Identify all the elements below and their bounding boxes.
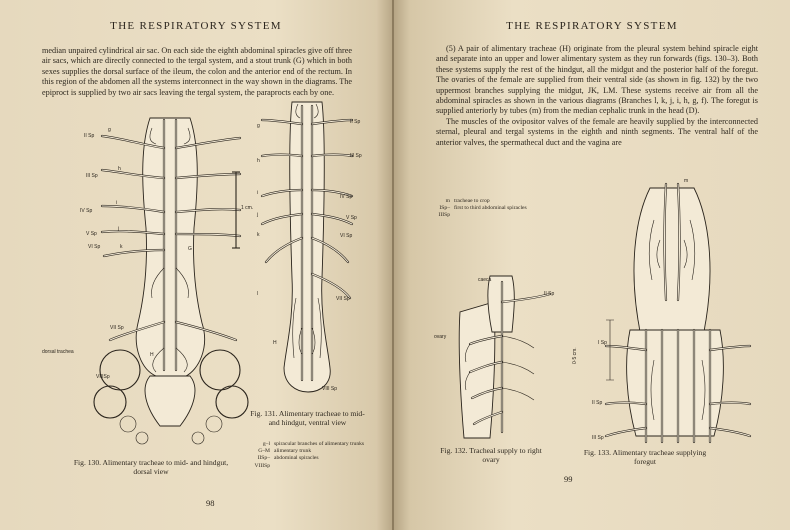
fig130-caption: Fig. 130. Alimentary tracheae to mid- and hindgut, dorsal view [73, 458, 229, 476]
fig130-label-VISp: VI Sp [88, 244, 101, 250]
fig131-caption: Fig. 131. Alimentary tracheae to mid- and hindgut, ventral view [250, 409, 365, 427]
fig131-label-k: k [257, 232, 260, 238]
fig130-label-VSp: V Sp [86, 231, 97, 237]
right-body-text [436, 44, 758, 148]
fig131-illustration [252, 98, 362, 398]
fig131-label-l: l [257, 291, 259, 297]
fig130-label-g: g [108, 127, 111, 133]
scale-label-1cm: 1 cm. [241, 205, 254, 211]
fig133-label-m: m [684, 178, 689, 184]
fig130-label-VIIISp: VIIISp [96, 374, 110, 380]
right-paragraph-1: (5) A pair of alimentary tracheae (H) originate from the pleural system behind spiracle eight and separate into an upper and lower alimentary system as they run forwards (figs. 130–3). Both these systems supply the rest of the hindgut, all the midgut and the posterior half of the foregut. The ovaries of the female are supplied from their ventral side (as shown in fig. 132) by the two uppermost branches supplying the midgut, JK, LM. These systems receive air from all the abdominal spiracles as shown in the various diagrams (Branches l, k, j, i, h, g, f). The foregut is supplied anteriorly by tubes (m) from the median cephalic trunk in the head (D). [436, 44, 758, 116]
legend-value: spiracular branches of alimentary trunks [274, 441, 365, 447]
page-number-left: 98 [206, 498, 215, 508]
fig131-label-VISp: VI Sp [340, 233, 353, 239]
fig130-label-IISp: II Sp [84, 133, 95, 139]
legend-value: abdominal spiracles [274, 455, 319, 462]
fig130-label-IIISp: III Sp [86, 173, 98, 179]
fig132-legend [430, 198, 580, 220]
fig130-label-k: k [120, 244, 123, 250]
left-body-text [42, 46, 352, 98]
legend-value: alimentary trunk [274, 448, 312, 455]
fig133-label-IIISp: III Sp [592, 435, 604, 441]
fig130-label-G: G [188, 246, 192, 252]
fig131-label-VSp: V Sp [346, 215, 357, 221]
right-paragraph-2: The muscles of the ovipositor valves of the female are heavily supplied by the interconnected sternal, pleural and tergal systems in the eighth and ninth segments. The ventral half of the anterior valves, the spermathecal duct and the vagina are [436, 116, 758, 147]
scale-bar-1cm [231, 170, 241, 250]
fig131-label-IIISp: III Sp [350, 153, 362, 159]
fig130-label-i: i [116, 200, 118, 206]
fig131-label-j: j [257, 212, 259, 218]
legend-key: G–M [258, 448, 270, 455]
fig131-label-VIIISp: VIII Sp [322, 386, 338, 392]
fig133-illustration [590, 180, 760, 450]
fig131-label-i: i [257, 190, 259, 196]
left-paragraph: median unpaired cylindrical air sac. On each side the eighth abdominal spiracles give off three air sacs, which are directly connected to the tergal system, and a stout trunk (G) which in both sexes supplies the dorsal surface of the ileum, the colon and the anterior end of the rectum. In this region of the abdomen all the systems interconnect in the way shown in the diagrams. The epiproct is supplied by two air sacs leaving the tergal system, the paraprocts each by one. [42, 46, 352, 97]
fig132-label-ovary: ovary [434, 334, 447, 340]
legend-key: ISp–IIISp [438, 205, 450, 219]
fig130-illustration [80, 108, 270, 458]
fig130-label-IVSp: IV Sp [80, 208, 93, 214]
fig130-label-H: H [150, 352, 154, 358]
running-head-right: THE RESPIRATORY SYSTEM [506, 20, 678, 32]
fig131-legend [250, 441, 370, 470]
fig133-scale-label: 0·5 cm. [572, 347, 578, 364]
right-page [394, 0, 790, 530]
legend-value: tracheae to crop [454, 198, 490, 204]
fig131-label-IISp: II Sp [350, 119, 361, 125]
fig130-label-h: h [118, 166, 121, 172]
fig133-label-IISp: II Sp [592, 400, 603, 406]
fig133-label-ISp: I Sp [598, 340, 607, 346]
fig132-caption: Fig. 132. Tracheal supply to right ovary [440, 446, 542, 464]
fig131-label-IVSp: IV Sp [340, 194, 353, 200]
legend-row [250, 455, 370, 469]
fig130-label-dorsal-trachea: dorsal trachea [42, 349, 74, 355]
legend-key: m [445, 198, 450, 204]
legend-row [430, 205, 580, 219]
fig131-label-VIISp: VII Sp [336, 296, 350, 302]
legend-row [250, 448, 370, 455]
legend-key: g–l [262, 441, 270, 447]
left-page [0, 0, 392, 530]
fig131-label-g: g [257, 123, 260, 129]
fig130-label-j: j [118, 226, 120, 232]
fig132-label-caeca: caeca [478, 277, 492, 283]
legend-value: first to third abdominal spiracles [454, 205, 527, 212]
fig131-label-h: h [257, 158, 260, 164]
page-number-right: 99 [564, 474, 573, 484]
fig132-illustration [450, 272, 560, 442]
legend-row [250, 441, 370, 448]
running-head-left: THE RESPIRATORY SYSTEM [110, 20, 282, 32]
fig130-label-VIISp: VII Sp [110, 325, 124, 331]
fig132-label-IISp: II Sp [544, 291, 555, 297]
fig131-label-H: H [273, 340, 277, 346]
fig133-caption: Fig. 133. Alimentary tracheae supplying foregut [583, 448, 707, 466]
legend-key: IISp–VIIISp [254, 455, 270, 469]
